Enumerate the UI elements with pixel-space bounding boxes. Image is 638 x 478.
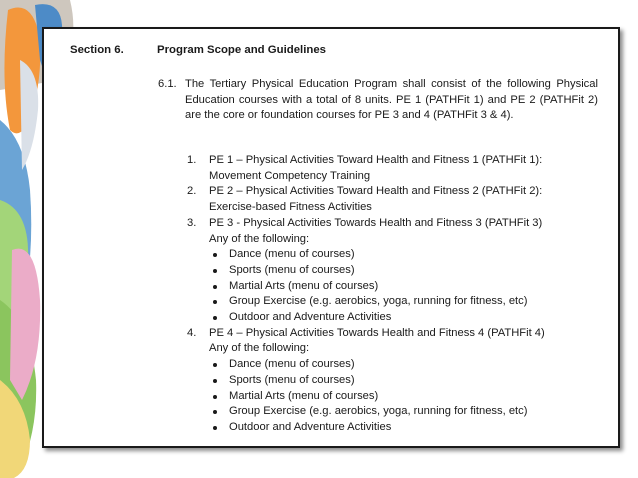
activity-item: [209, 310, 607, 326]
course-item: [187, 184, 607, 215]
bullet-icon: [209, 294, 229, 310]
course-list: [187, 153, 607, 436]
intro-paragraph: [158, 77, 598, 124]
item-title: PE 3 - Physical Activities Towards Health and Fitness 3 (PATHFit 3): [209, 216, 543, 229]
activity-item: [209, 247, 607, 263]
item-subtitle: Movement Competency Training: [209, 169, 371, 182]
item-title: PE 2 – Physical Activities Toward Health and Fitness 2 (PATHFit 2):: [209, 185, 543, 198]
activity-label: Outdoor and Adventure Activities: [229, 311, 392, 324]
section-number: Section 6.: [70, 44, 124, 56]
activity-label: Martial Arts (menu of courses): [229, 279, 379, 292]
activity-label: Group Exercise (e.g. aerobics, yoga, running for fitness, etc): [229, 405, 528, 418]
activity-list: [209, 357, 607, 436]
activity-item: [209, 373, 607, 389]
course-item: [187, 216, 607, 326]
document-page: [42, 27, 620, 448]
course-item: [187, 326, 607, 436]
bullet-icon: [209, 247, 229, 263]
section-heading: [70, 43, 326, 59]
activity-label: Martial Arts (menu of courses): [229, 389, 379, 402]
intro-text: The Tertiary Physical Education Program shall consist of the following Physical Education courses with a total of 8 units. PE 1 (PATHFit 1) and PE 2 (PATHFit 2) are the core or foundation courses for PE 3 and 4 (PATHFit 3 & 4).: [185, 78, 598, 122]
activity-label: Outdoor and Adventure Activities: [229, 420, 392, 433]
activity-label: Group Exercise (e.g. aerobics, yoga, running for fitness, etc): [229, 295, 528, 308]
activity-list: [209, 247, 607, 326]
bullet-icon: [209, 310, 229, 326]
activity-label: Sports (menu of courses): [229, 373, 355, 386]
item-number: 3.: [187, 216, 197, 229]
activity-item: [209, 389, 607, 405]
intro-number: 6.1.: [158, 78, 177, 90]
item-subtitle: Any of the following:: [209, 232, 310, 245]
item-number: 4.: [187, 326, 197, 339]
activity-item: [209, 404, 607, 420]
activity-item: [209, 420, 607, 436]
bullet-icon: [209, 389, 229, 405]
item-number: 2.: [187, 185, 197, 198]
item-title: PE 4 – Physical Activities Towards Health and Fitness 4 (PATHFit 4): [209, 326, 545, 339]
course-item: [187, 153, 607, 184]
bullet-icon: [209, 420, 229, 436]
section-title: Program Scope and Guidelines: [157, 44, 327, 56]
bullet-icon: [209, 373, 229, 389]
item-subtitle: Any of the following:: [209, 342, 310, 355]
activity-label: Dance (menu of courses): [229, 248, 355, 261]
item-subtitle: Exercise-based Fitness Activities: [209, 201, 372, 214]
activity-item: [209, 294, 607, 310]
item-number: 1.: [187, 154, 197, 166]
activity-label: Sports (menu of courses): [229, 263, 355, 276]
activity-item: [209, 357, 607, 373]
bullet-icon: [209, 263, 229, 279]
activity-label: Dance (menu of courses): [229, 358, 355, 371]
activity-item: [209, 263, 607, 279]
item-title: PE 1 – Physical Activities Toward Health and Fitness 1 (PATHFit 1):: [209, 154, 543, 166]
activity-item: [209, 279, 607, 295]
bullet-icon: [209, 279, 229, 295]
bullet-icon: [209, 357, 229, 373]
bullet-icon: [209, 404, 229, 420]
